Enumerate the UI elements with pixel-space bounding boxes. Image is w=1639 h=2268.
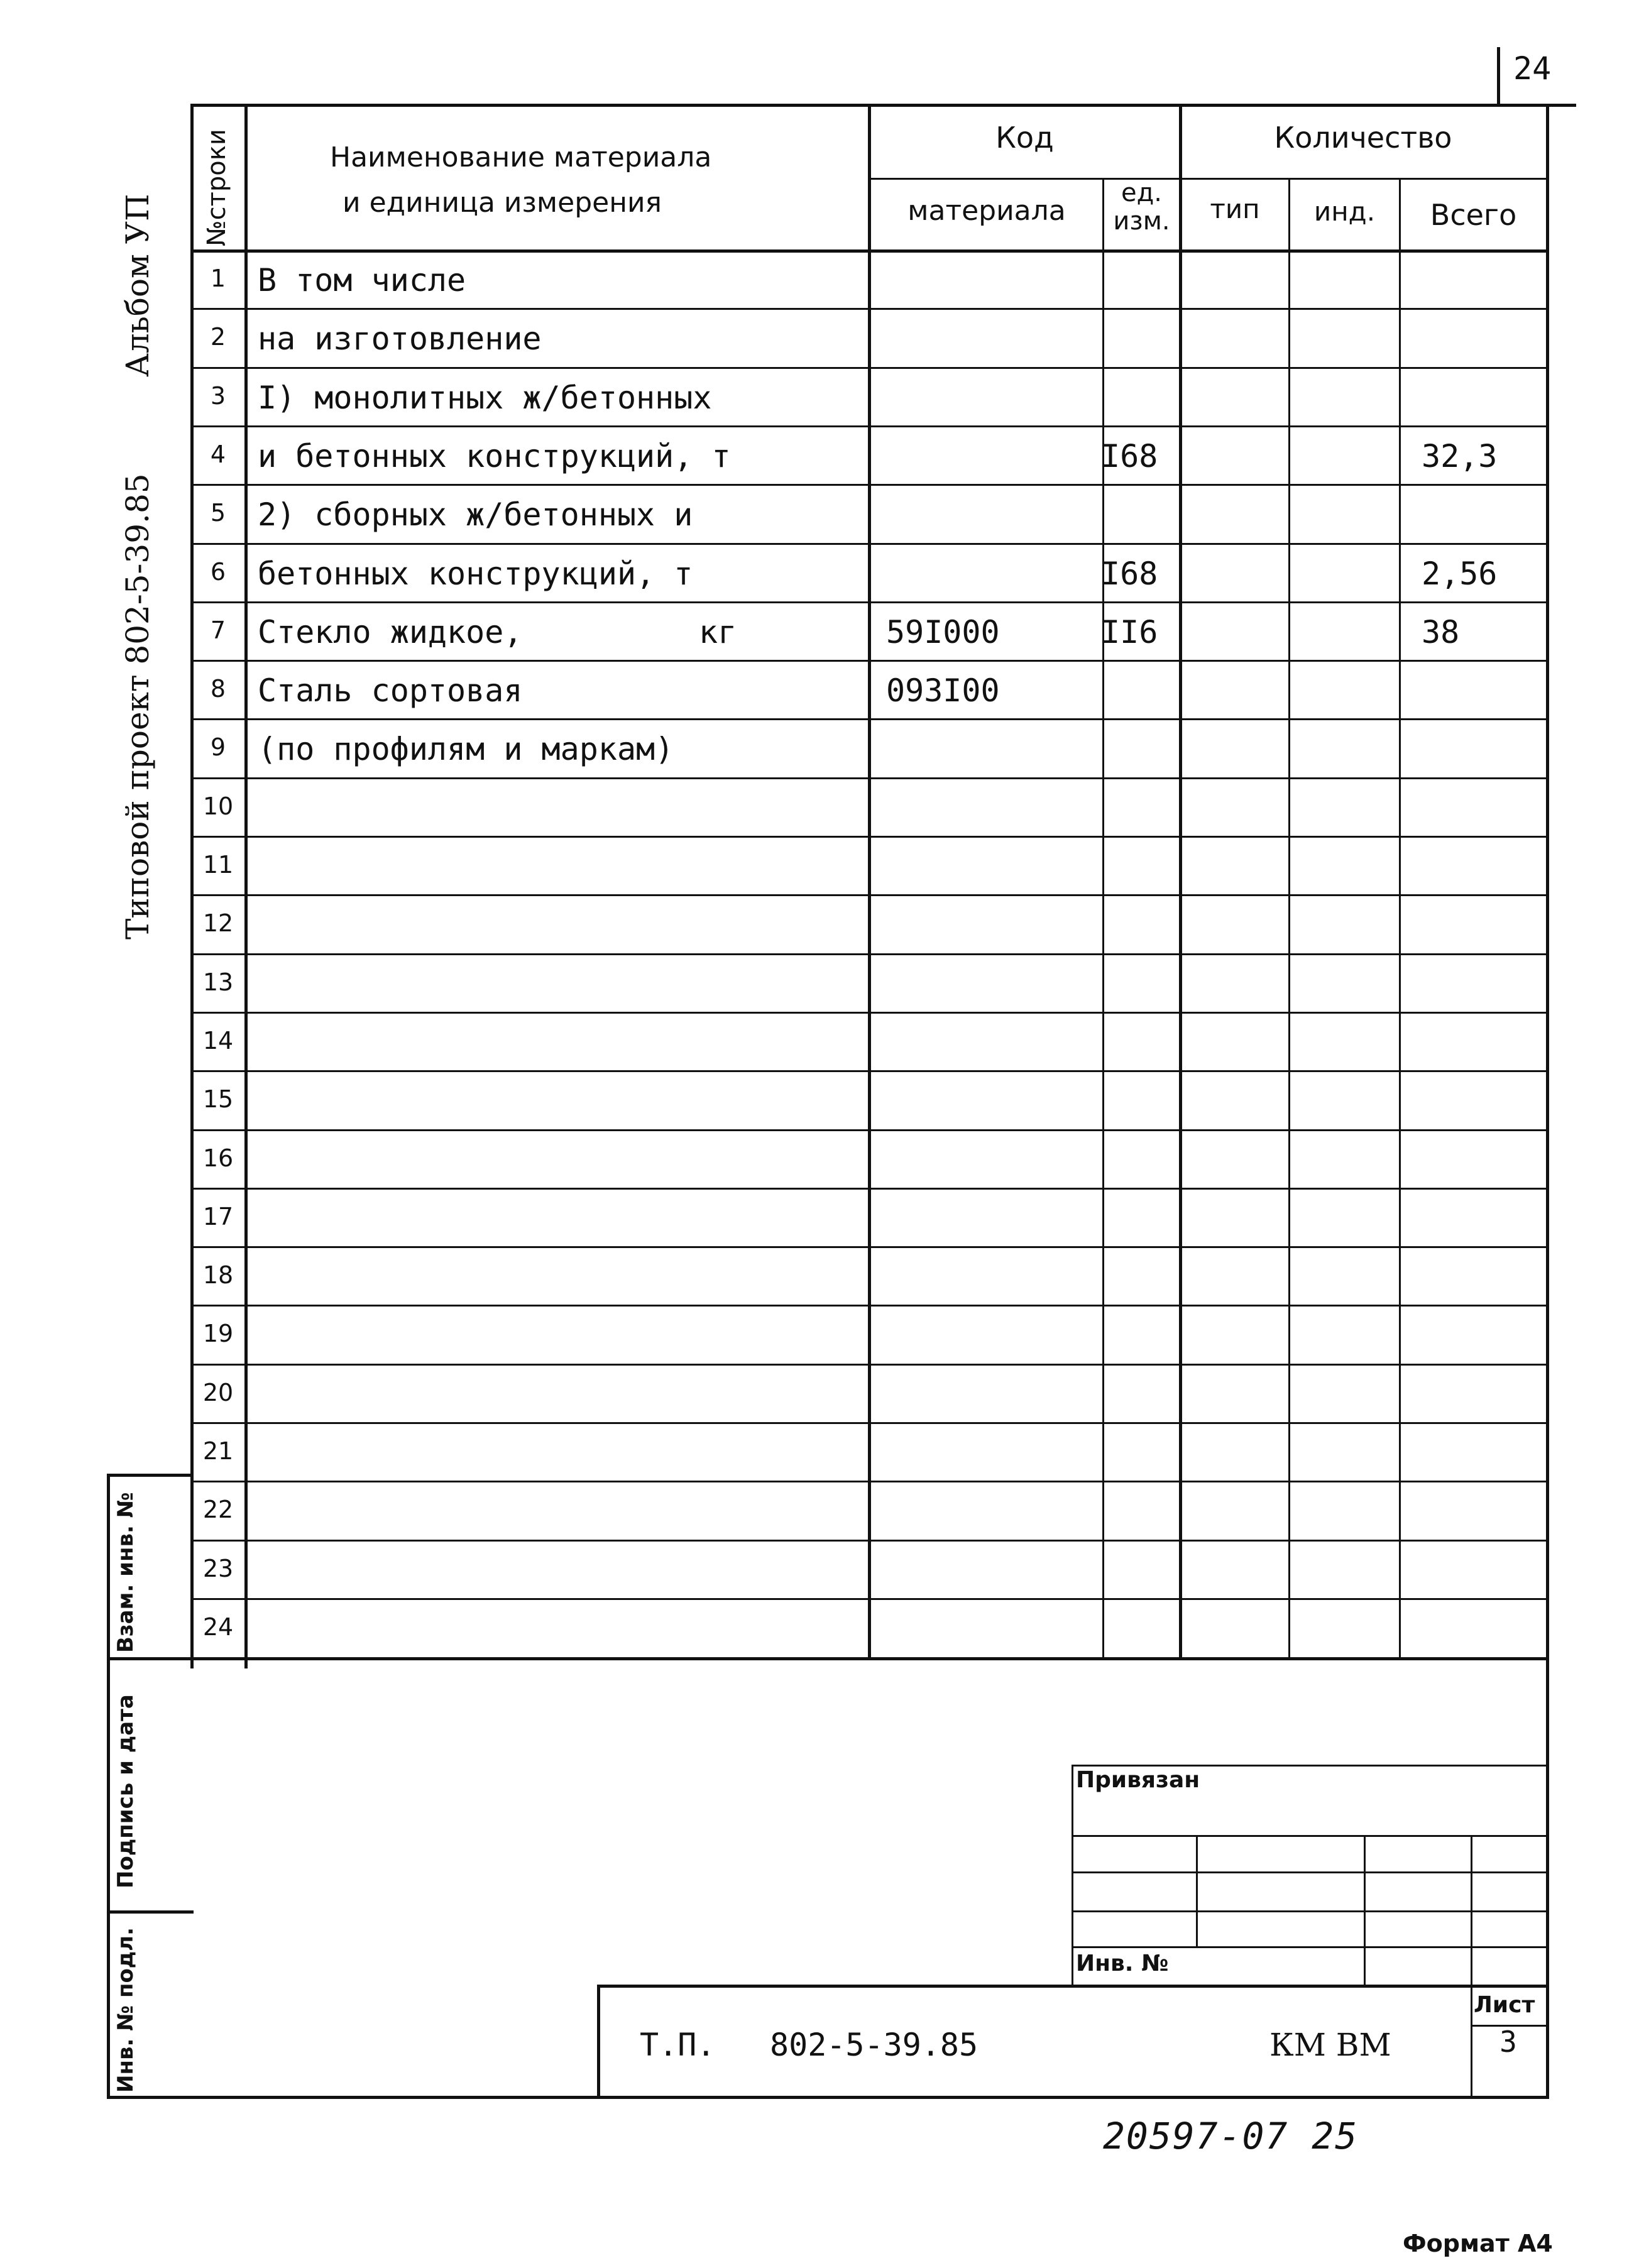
doc-block-top-line — [597, 1985, 1549, 1988]
row-total: 2,56 — [1422, 556, 1498, 592]
row-line — [190, 1422, 1549, 1424]
stamp-left-line — [107, 1474, 110, 2099]
table-right-border — [1546, 104, 1549, 1668]
row-line — [190, 1070, 1549, 1072]
row-number: 9 — [210, 733, 226, 761]
row-material-code: 59I000 — [886, 614, 1000, 650]
privyazan-label: Привязан — [1076, 1767, 1200, 1793]
unit-column-line — [1179, 104, 1182, 1657]
handwritten-number: 20597-07 25 — [1103, 2115, 1359, 2157]
privyazan-top-line — [1072, 1765, 1546, 1767]
row-number: 12 — [202, 909, 234, 937]
podpis-label: Подпись и дата — [113, 1694, 138, 1888]
header-sub-line — [870, 178, 1549, 180]
row-name: 2) сборных ж/бетонных и — [258, 496, 693, 533]
row-number: 14 — [202, 1027, 234, 1055]
row-unit-code: II6 — [1101, 614, 1158, 650]
row-total: 38 — [1422, 614, 1460, 650]
row-number: 6 — [210, 558, 226, 586]
row-number: 18 — [202, 1261, 234, 1289]
privyazan-grid-line-2 — [1072, 1871, 1546, 1873]
row-line — [190, 777, 1549, 779]
format-label: Формат А4 — [1403, 2230, 1553, 2257]
vzam-label: Взам. инв. № — [113, 1492, 138, 1653]
row-line — [190, 425, 1549, 427]
row-line — [190, 1364, 1549, 1366]
unit-header-line1: ед. — [1121, 178, 1162, 207]
row-name: бетонных конструкций, т — [258, 556, 693, 592]
code-header: Код — [995, 121, 1054, 155]
unit-header-line2: изм. — [1113, 207, 1170, 236]
total-header: Всего — [1430, 198, 1517, 232]
page-number: 24 — [1513, 50, 1552, 87]
row-number: 13 — [202, 968, 234, 996]
row-line — [190, 543, 1549, 545]
row-line — [190, 894, 1549, 896]
row-number-column-line — [244, 104, 248, 1668]
row-name-unit: кг — [699, 614, 737, 650]
row-number: 4 — [210, 441, 226, 468]
type-column-line — [1288, 178, 1290, 1657]
inv-no-label: Инв. № — [1076, 1951, 1169, 1976]
row-line — [190, 367, 1549, 369]
row-line — [190, 601, 1549, 603]
privyazan-left-line — [1072, 1765, 1073, 1986]
row-number: 11 — [202, 851, 234, 879]
row-line — [190, 953, 1549, 955]
row-line — [190, 484, 1549, 486]
row-line — [190, 660, 1549, 662]
row-number: 17 — [202, 1203, 234, 1230]
page-number-divider — [1497, 47, 1500, 104]
row-name: на изготовление — [258, 320, 542, 357]
row-line — [190, 718, 1549, 720]
material-header: материала — [907, 195, 1066, 227]
row-number: 21 — [202, 1437, 234, 1465]
row-unit-code: I68 — [1101, 438, 1158, 474]
row-number: 8 — [210, 675, 226, 703]
row-name: и бетонных конструкций, т — [258, 438, 731, 474]
row-number: 2 — [210, 323, 226, 351]
type-header: тип — [1210, 194, 1260, 224]
list-label: Лист — [1474, 1992, 1535, 2018]
table-bottom-line — [107, 1657, 1549, 1660]
row-name: В том числе — [258, 262, 466, 299]
frame-bottom-line — [107, 2096, 1549, 2099]
row-line — [190, 308, 1549, 310]
project-label: Типовой проект 802-5-39.85 — [119, 473, 156, 940]
row-line — [190, 1598, 1549, 1600]
privyazan-grid-line-1 — [1072, 1835, 1546, 1837]
row-number: 20 — [202, 1379, 234, 1406]
list-value: 3 — [1499, 2025, 1517, 2059]
material-column-line — [1102, 178, 1104, 1657]
stamp-mid-line — [107, 1910, 194, 1914]
inv-podl-label: Инв. № подл. — [113, 1927, 138, 2093]
doc-number: 802-5-39.85 — [770, 2027, 978, 2063]
doc-mark: КМ ВМ — [1269, 2027, 1391, 2063]
row-name: Сталь сортовая — [258, 672, 523, 709]
row-line — [190, 1188, 1549, 1190]
row-line — [190, 1305, 1549, 1307]
row-name: (по профилям и маркам) — [258, 731, 674, 767]
doc-tp: Т.П. — [640, 2027, 716, 2063]
row-line — [190, 1246, 1549, 1248]
name-column-line — [868, 104, 871, 1657]
row-number: 19 — [202, 1320, 234, 1347]
frame-right-line — [1546, 1657, 1549, 2099]
row-number: 7 — [210, 616, 226, 644]
row-number-header: №строки — [202, 129, 231, 246]
row-number: 3 — [210, 382, 226, 410]
row-line — [190, 1540, 1549, 1542]
name-header-line2: и единица измерения — [343, 187, 662, 219]
ind-column-line — [1399, 178, 1401, 1657]
quantity-header: Количество — [1274, 121, 1452, 155]
row-number: 10 — [202, 792, 234, 820]
ind-header: инд. — [1313, 196, 1376, 227]
name-header-line1: Наименование материала — [330, 141, 712, 173]
privyazan-grid-line-4 — [1072, 1946, 1546, 1948]
row-line — [190, 836, 1549, 838]
row-number: 1 — [210, 265, 226, 292]
row-number: 16 — [202, 1144, 234, 1172]
row-line — [190, 1481, 1549, 1482]
row-number: 5 — [210, 499, 226, 527]
row-number: 23 — [202, 1555, 234, 1582]
doc-block-left-line — [597, 1985, 600, 2099]
row-name: Стекло жидкое, — [258, 614, 523, 650]
privyazan-col-line-2 — [1364, 1835, 1366, 1986]
privyazan-col-line-1 — [1196, 1835, 1198, 1946]
row-number: 15 — [202, 1085, 234, 1113]
row-line — [190, 1129, 1549, 1131]
privyazan-col-line-3 — [1471, 1835, 1472, 2099]
row-unit-code: I68 — [1101, 556, 1158, 592]
row-material-code: 093I00 — [886, 672, 1000, 709]
privyazan-grid-line-3 — [1072, 1910, 1546, 1912]
stamp-top-line — [107, 1474, 192, 1477]
album-label: Альбом УП — [119, 194, 156, 377]
row-number: 24 — [202, 1613, 234, 1641]
row-number: 22 — [202, 1496, 234, 1523]
row-line — [190, 1012, 1549, 1014]
row-total: 32,3 — [1422, 438, 1498, 474]
row-name: I) монолитных ж/бетонных — [258, 380, 712, 416]
